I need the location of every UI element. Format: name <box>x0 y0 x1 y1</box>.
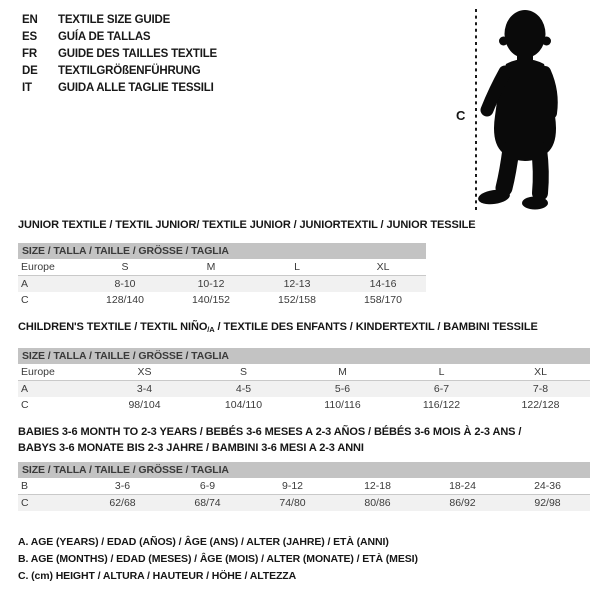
age-cell: 12-13 <box>254 276 340 293</box>
size-header-bar <box>18 462 590 478</box>
size-cell: XL <box>491 364 590 381</box>
size-cell: XS <box>95 364 194 381</box>
size-header-bar <box>18 243 426 259</box>
table-row <box>18 364 590 381</box>
height-measure-figure <box>448 4 580 216</box>
age-cell: 9-12 <box>250 478 335 495</box>
size-header-label: SIZE / TALLA / TAILLE / GRÖSSE / TAGLIA <box>18 243 426 259</box>
language-code: DE <box>22 65 38 77</box>
guide-title-it: GUIDA ALLE TAGLIE TESSILI <box>58 82 214 94</box>
guide-title-de: TEXTILGRÖßENFÜHRUNG <box>58 65 201 77</box>
height-cell: 80/86 <box>335 495 420 512</box>
language-row-es <box>22 29 217 46</box>
size-header-label: SIZE / TALLA / TAILLE / GRÖSSE / TAGLIA <box>18 462 590 478</box>
height-cell: 74/80 <box>250 495 335 512</box>
height-cell: 92/98 <box>505 495 590 512</box>
age-cell: 14-16 <box>340 276 426 293</box>
size-cell: XL <box>340 259 426 276</box>
age-cell: 10-12 <box>168 276 254 293</box>
size-cell: M <box>168 259 254 276</box>
baby-silhouette-icon <box>477 10 556 210</box>
babies-section-title <box>18 424 521 456</box>
table-row <box>18 276 426 293</box>
height-cell: 104/110 <box>224 399 263 411</box>
measure-label-c: C <box>456 108 466 123</box>
size-cell: L <box>392 364 491 381</box>
row-label: B <box>18 478 80 495</box>
language-row-de <box>22 63 217 80</box>
height-cell: 110/116 <box>324 399 361 411</box>
language-code: FR <box>22 48 37 60</box>
age-cell: 12-18 <box>335 478 420 495</box>
row-label: Europe <box>18 364 95 381</box>
children-section-title <box>18 321 538 334</box>
guide-title-en: TEXTILE SIZE GUIDE <box>58 14 171 26</box>
language-title-list <box>22 12 217 97</box>
height-cell: 62/68 <box>80 495 165 512</box>
height-cell: 98/104 <box>128 399 161 411</box>
language-code: ES <box>22 31 37 43</box>
age-cell: 18-24 <box>420 478 505 495</box>
legend-line-b: B. AGE (MONTHS) / EDAD (MESES) / ÂGE (MOIS) / ALTER (MONATE) / ETÀ (MESI) <box>18 553 418 565</box>
babies-title-line1: BABIES 3-6 MONTH TO 2-3 YEARS / BEBÉS 3-6 MESES A 2-3 AÑOS / BÉBÉS 3-6 MOIS À 2-3 ANS / <box>18 426 522 438</box>
age-cell: 3-4 <box>95 381 194 398</box>
table-row <box>18 495 590 512</box>
language-row-it <box>22 80 217 97</box>
row-label: Europe <box>18 259 82 276</box>
height-cell: 116/122 <box>422 399 461 411</box>
size-cell: L <box>254 259 340 276</box>
children-title-post: / TEXTILE DES ENFANTS / KINDERTEXTIL / BAMBINI TESSILE <box>214 321 538 333</box>
babies-title-line2: BABYS 3-6 MONATE BIS 2-3 JAHRE / BAMBINI 3-6 MESI A 2-3 ANNI <box>18 442 364 454</box>
height-cell: 128/140 <box>106 294 144 306</box>
height-cell: 140/152 <box>192 294 230 306</box>
height-cell: 86/92 <box>420 495 505 512</box>
legend-line-a: A. AGE (YEARS) / EDAD (AÑOS) / ÂGE (ANS) / ALTER (JAHRE) / ETÀ (ANNI) <box>18 536 389 548</box>
age-cell: 6-9 <box>165 478 250 495</box>
legend-line-c: C. (cm) HEIGHT / ALTURA / HAUTEUR / HÖHE / ALTEZZA <box>18 570 297 582</box>
junior-size-table <box>18 243 426 308</box>
children-size-table <box>18 348 590 413</box>
children-title-subscript: /A <box>207 325 215 334</box>
height-cell: 68/74 <box>165 495 250 512</box>
language-row-en <box>22 12 217 29</box>
row-label: C <box>18 495 80 512</box>
row-label: C <box>21 399 29 411</box>
size-header-bar <box>18 348 590 364</box>
size-cell: M <box>293 364 392 381</box>
language-code: IT <box>22 82 32 94</box>
age-cell: 3-6 <box>80 478 165 495</box>
height-cell: 158/170 <box>364 294 402 306</box>
children-title-pre: CHILDREN'S TEXTILE / TEXTIL NIÑO <box>18 321 208 333</box>
size-cell: S <box>194 364 293 381</box>
age-cell: 24-36 <box>505 478 590 495</box>
size-cell: S <box>82 259 168 276</box>
table-row <box>18 381 590 398</box>
table-row <box>18 478 590 495</box>
guide-title-es: GUÍA DE TALLAS <box>58 31 151 43</box>
table-row <box>18 292 426 308</box>
row-label: A <box>18 381 95 398</box>
junior-section-title: JUNIOR TEXTILE / TEXTIL JUNIOR/ TEXTILE JUNIOR / JUNIORTEXTIL / JUNIOR TESSILE <box>18 219 476 231</box>
row-label: A <box>18 276 82 293</box>
size-header-label: SIZE / TALLA / TAILLE / GRÖSSE / TAGLIA <box>18 348 590 364</box>
age-cell: 5-6 <box>293 381 392 398</box>
row-label: C <box>21 294 29 306</box>
height-cell: 152/158 <box>278 294 316 306</box>
age-cell: 4-5 <box>194 381 293 398</box>
language-code: EN <box>22 14 38 26</box>
measurement-legend <box>18 534 418 585</box>
table-row <box>18 259 426 276</box>
height-cell: 122/128 <box>521 399 560 411</box>
age-cell: 7-8 <box>491 381 590 398</box>
age-cell: 8-10 <box>82 276 168 293</box>
table-row <box>18 397 590 413</box>
language-row-fr <box>22 46 217 63</box>
age-cell: 6-7 <box>392 381 491 398</box>
babies-size-table <box>18 462 590 511</box>
guide-title-fr: GUIDE DES TAILLES TEXTILE <box>58 48 217 60</box>
